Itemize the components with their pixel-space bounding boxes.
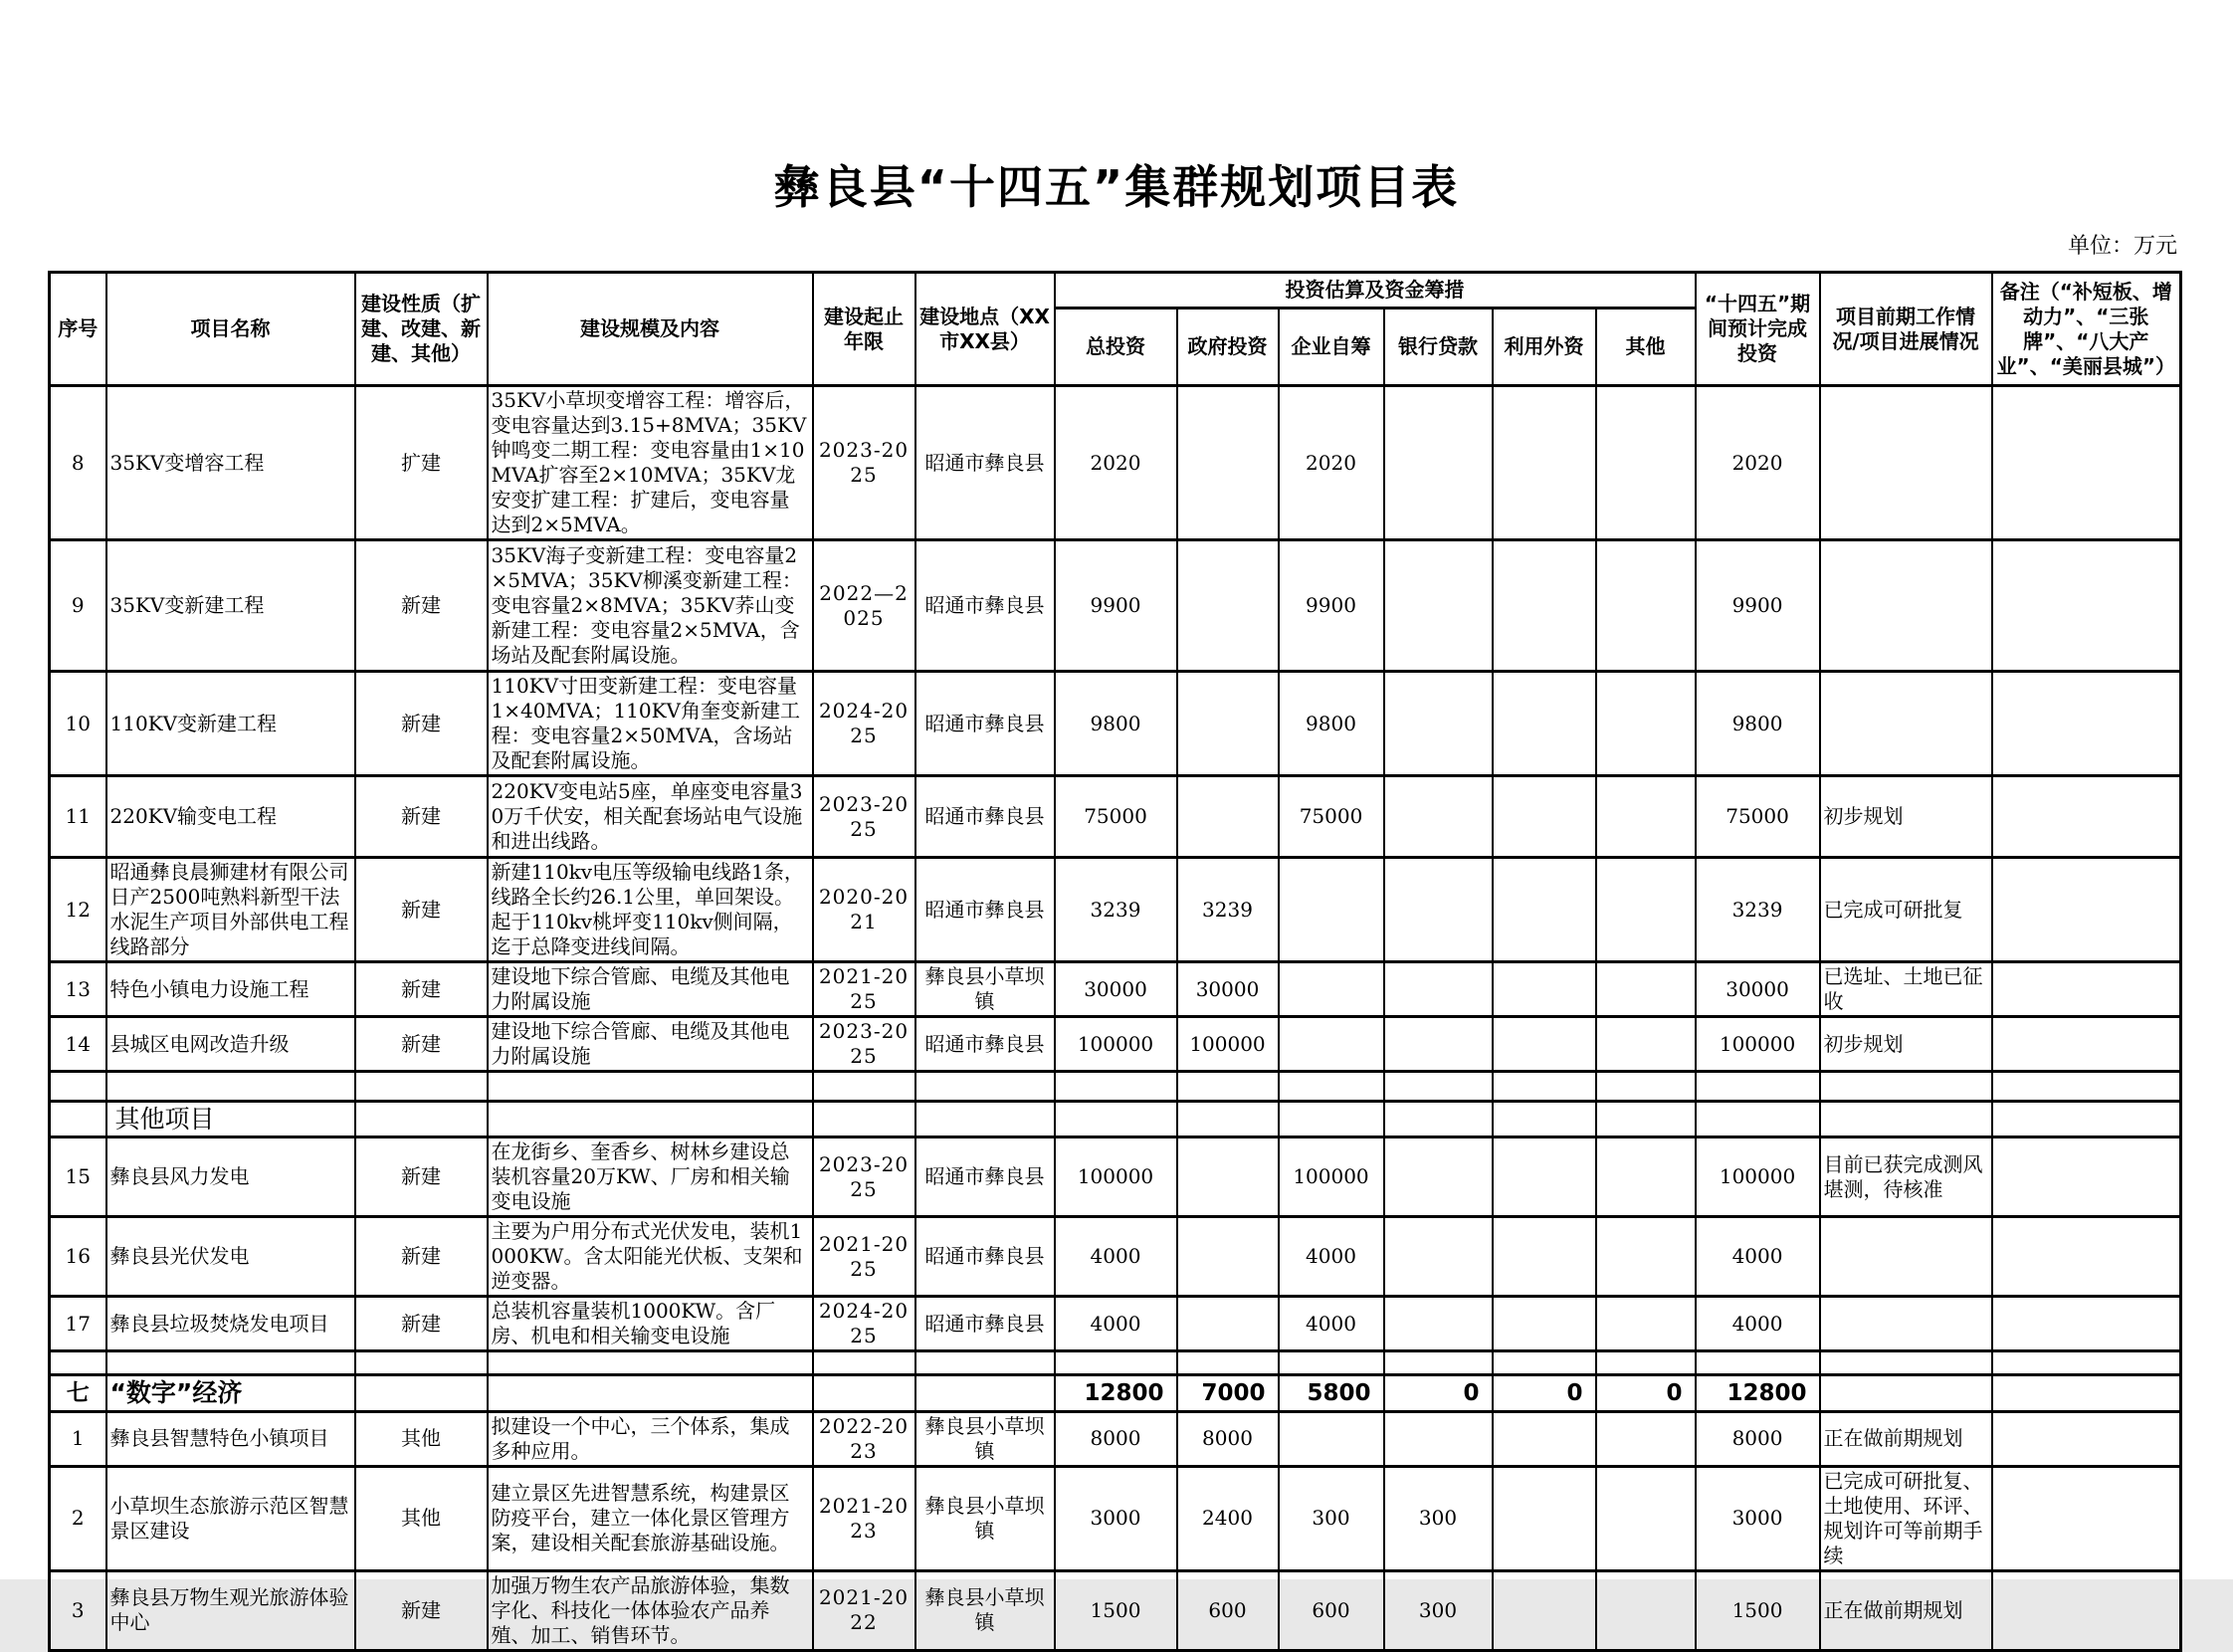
cell-remark (1992, 540, 2181, 672)
cell-location: 彝良县小草坝镇 (915, 1570, 1055, 1650)
cell-other (1596, 1466, 1696, 1570)
cell-bank (1384, 1297, 1493, 1351)
cell-name: “数字”经济 (106, 1375, 355, 1411)
cell-foreign (1493, 776, 1596, 858)
cell-remark (1992, 776, 2181, 858)
cell-gov (1177, 1102, 1279, 1137)
cell-scale (488, 1351, 813, 1375)
cell-self (1279, 1411, 1384, 1466)
header-plan: “十四五”期间预计完成投资 (1696, 273, 1820, 386)
cell-location: 昭通市彝良县 (915, 672, 1055, 776)
cell-total (1055, 1102, 1177, 1137)
cell-location: 昭通市彝良县 (915, 386, 1055, 540)
cell-self: 4000 (1279, 1297, 1384, 1351)
cell-plan (1696, 1351, 1820, 1375)
cell-period: 2022-2023 (813, 1411, 915, 1466)
cell-total: 9800 (1055, 672, 1177, 776)
cell-remark (1992, 1375, 2181, 1411)
cell-name: 220KV输变电工程 (106, 776, 355, 858)
cell-plan: 8000 (1696, 1411, 1820, 1466)
cell-total: 12800 (1055, 1375, 1177, 1411)
cell-other (1596, 672, 1696, 776)
header-name: 项目名称 (106, 273, 355, 386)
cell-plan: 4000 (1696, 1217, 1820, 1297)
cell-seq (50, 1351, 106, 1375)
cell-self: 9900 (1279, 540, 1384, 672)
cell-seq: 10 (50, 672, 106, 776)
cell-period: 2021-2022 (813, 1570, 915, 1650)
cell-scale: 总装机容量装机1000KW。含厂房、机电和相关输变电设施 (488, 1297, 813, 1351)
cell-remark (1992, 1102, 2181, 1137)
cell-period: 2023-2025 (813, 1137, 915, 1217)
cell-seq: 14 (50, 1017, 106, 1072)
cell-location (915, 1072, 1055, 1102)
table-row (50, 1217, 2181, 1297)
cell-name (106, 1072, 355, 1102)
cell-period (813, 1102, 915, 1137)
cell-total: 4000 (1055, 1217, 1177, 1297)
cell-bank (1384, 672, 1493, 776)
cell-gov (1177, 1072, 1279, 1102)
cell-remark (1992, 858, 2181, 962)
cell-scale: 220KV变电站5座，单座变电容量30万千伏安，相关配套场站电气设施和进出线路。 (488, 776, 813, 858)
cell-other (1596, 1570, 1696, 1650)
cell-bank (1384, 386, 1493, 540)
cell-gov (1177, 672, 1279, 776)
header-progress: 项目前期工作情况/项目进展情况 (1820, 273, 1992, 386)
cell-gov: 7000 (1177, 1375, 1279, 1411)
cell-foreign (1493, 1297, 1596, 1351)
cell-total: 2020 (1055, 386, 1177, 540)
cell-nature: 新建 (355, 1017, 488, 1072)
cell-scale: 35KV小草坝变增容工程：增容后，变电容量达到3.15+8MVA；35KV钟鸣变二期工程：变电容量由1×10MVA扩容至2×10MVA；35KV龙安变扩建工程：扩建后，变电容量达到2×5MVA。 (488, 386, 813, 540)
cell-self: 9800 (1279, 672, 1384, 776)
cell-other (1596, 776, 1696, 858)
cell-bank: 300 (1384, 1570, 1493, 1650)
projects-table-body (50, 386, 2181, 1651)
cell-name: 110KV变新建工程 (106, 672, 355, 776)
cell-gov: 100000 (1177, 1017, 1279, 1072)
cell-plan (1696, 1072, 1820, 1102)
cell-gov (1177, 776, 1279, 858)
cell-bank (1384, 1072, 1493, 1102)
header-location: 建设地点（XX市XX县） (915, 273, 1055, 386)
cell-period: 2021-2023 (813, 1466, 915, 1570)
cell-name: 彝良县光伏发电 (106, 1217, 355, 1297)
cell-other: 0 (1596, 1375, 1696, 1411)
cell-self: 100000 (1279, 1137, 1384, 1217)
cell-plan: 4000 (1696, 1297, 1820, 1351)
cell-progress (1820, 1072, 1992, 1102)
cell-remark (1992, 1466, 2181, 1570)
cell-seq: 11 (50, 776, 106, 858)
cell-progress (1820, 1102, 1992, 1137)
cell-seq: 15 (50, 1137, 106, 1217)
cell-total: 4000 (1055, 1297, 1177, 1351)
cell-nature: 新建 (355, 858, 488, 962)
cell-seq: 13 (50, 962, 106, 1017)
table-row (50, 858, 2181, 962)
cell-other (1596, 1017, 1696, 1072)
cell-total: 30000 (1055, 962, 1177, 1017)
cell-total: 1500 (1055, 1570, 1177, 1650)
cell-seq: 9 (50, 540, 106, 672)
cell-self (1279, 1017, 1384, 1072)
cell-location: 昭通市彝良县 (915, 776, 1055, 858)
cell-plan: 12800 (1696, 1375, 1820, 1411)
cell-remark (1992, 1570, 2181, 1650)
cell-other (1596, 1102, 1696, 1137)
cell-remark (1992, 1072, 2181, 1102)
cell-scale: 110KV寸田变新建工程：变电容量1×40MVA；110KV角奎变新建工程：变电容量2×50MVA，含场站及配套附属设施。 (488, 672, 813, 776)
cell-other (1596, 1351, 1696, 1375)
cell-bank (1384, 1217, 1493, 1297)
cell-period: 2021-2025 (813, 1217, 915, 1297)
cell-remark (1992, 672, 2181, 776)
cell-gov: 30000 (1177, 962, 1279, 1017)
cell-nature: 新建 (355, 1217, 488, 1297)
cell-plan: 100000 (1696, 1017, 1820, 1072)
cell-period: 2023-2025 (813, 776, 915, 858)
cell-bank (1384, 1351, 1493, 1375)
cell-bank (1384, 776, 1493, 858)
cell-name: 35KV变新建工程 (106, 540, 355, 672)
header-scale: 建设规模及内容 (488, 273, 813, 386)
cell-name: 其他项目 (106, 1102, 355, 1137)
table-row (50, 1137, 2181, 1217)
cell-period: 2020-2021 (813, 858, 915, 962)
cell-name: 小草坝生态旅游示范区智慧景区建设 (106, 1466, 355, 1570)
cell-progress (1820, 540, 1992, 672)
section-row (50, 1102, 2181, 1137)
cell-total (1055, 1072, 1177, 1102)
cell-gov: 8000 (1177, 1411, 1279, 1466)
cell-bank: 300 (1384, 1466, 1493, 1570)
cell-progress: 目前已获完成测风堪测，待核准 (1820, 1137, 1992, 1217)
cell-bank (1384, 1411, 1493, 1466)
cell-total: 9900 (1055, 540, 1177, 672)
cell-progress (1820, 672, 1992, 776)
unit-label: 单位：万元 (2067, 234, 2177, 259)
cell-bank (1384, 858, 1493, 962)
cell-foreign (1493, 1017, 1596, 1072)
cell-plan: 75000 (1696, 776, 1820, 858)
cell-other (1596, 858, 1696, 962)
cell-period: 2021-2025 (813, 962, 915, 1017)
cell-gov (1177, 1137, 1279, 1217)
cell-scale (488, 1375, 813, 1411)
header-foreign: 利用外资 (1493, 309, 1596, 386)
cell-progress (1820, 1375, 1992, 1411)
cell-nature: 新建 (355, 540, 488, 672)
cell-foreign (1493, 1411, 1596, 1466)
cell-location: 昭通市彝良县 (915, 858, 1055, 962)
cell-name: 彝良县万物生观光旅游体验中心 (106, 1570, 355, 1650)
cell-plan (1696, 1102, 1820, 1137)
cell-remark (1992, 1297, 2181, 1351)
table-row (50, 672, 2181, 776)
cell-progress: 初步规划 (1820, 776, 1992, 858)
cell-foreign (1493, 540, 1596, 672)
cell-scale: 拟建设一个中心，三个体系，集成多种应用。 (488, 1411, 813, 1466)
cell-gov (1177, 1351, 1279, 1375)
cell-remark (1992, 1351, 2181, 1375)
cell-foreign (1493, 1072, 1596, 1102)
cell-other (1596, 1297, 1696, 1351)
cell-seq: 17 (50, 1297, 106, 1351)
cell-name: 特色小镇电力设施工程 (106, 962, 355, 1017)
table-row (50, 1570, 2181, 1650)
cell-nature: 新建 (355, 776, 488, 858)
cell-plan: 3000 (1696, 1466, 1820, 1570)
cell-nature: 新建 (355, 1137, 488, 1217)
cell-foreign (1493, 1466, 1596, 1570)
cell-plan: 9900 (1696, 540, 1820, 672)
cell-progress: 已完成可研批复、土地使用、环评、规划许可等前期手续 (1820, 1466, 1992, 1570)
cell-scale: 主要为户用分布式光伏发电，装机1000KW。含太阳能光伏板、支架和逆变器。 (488, 1217, 813, 1297)
cell-location: 彝良县小草坝镇 (915, 1466, 1055, 1570)
cell-progress: 正在做前期规划 (1820, 1570, 1992, 1650)
header-gov: 政府投资 (1177, 309, 1279, 386)
cell-foreign (1493, 1217, 1596, 1297)
cell-self: 2020 (1279, 386, 1384, 540)
cell-gov: 3239 (1177, 858, 1279, 962)
cell-nature: 新建 (355, 1297, 488, 1351)
cell-self (1279, 1102, 1384, 1137)
cell-other (1596, 1072, 1696, 1102)
cell-remark (1992, 1017, 2181, 1072)
table-row (50, 540, 2181, 672)
cell-nature (355, 1375, 488, 1411)
cell-location: 昭通市彝良县 (915, 540, 1055, 672)
table-row (50, 386, 2181, 540)
cell-foreign (1493, 1102, 1596, 1137)
table-row (50, 962, 2181, 1017)
cell-seq: 8 (50, 386, 106, 540)
cell-bank (1384, 1017, 1493, 1072)
cell-gov: 2400 (1177, 1466, 1279, 1570)
cell-foreign (1493, 1570, 1596, 1650)
cell-progress: 已完成可研批复 (1820, 858, 1992, 962)
cell-location: 昭通市彝良县 (915, 1217, 1055, 1297)
empty-row (50, 1072, 2181, 1102)
cell-period: 2023-2025 (813, 386, 915, 540)
cell-bank (1384, 962, 1493, 1017)
cell-self (1279, 1351, 1384, 1375)
cell-location (915, 1351, 1055, 1375)
header-group-row (50, 273, 2181, 309)
cell-location: 彝良县小草坝镇 (915, 1411, 1055, 1466)
cell-other (1596, 540, 1696, 672)
cell-nature: 新建 (355, 1570, 488, 1650)
cell-bank (1384, 540, 1493, 672)
cell-progress: 初步规划 (1820, 1017, 1992, 1072)
cell-other (1596, 962, 1696, 1017)
cell-self: 5800 (1279, 1375, 1384, 1411)
cell-name: 彝良县风力发电 (106, 1137, 355, 1217)
cell-total: 3000 (1055, 1466, 1177, 1570)
cell-self: 300 (1279, 1466, 1384, 1570)
cell-bank (1384, 1102, 1493, 1137)
table-row (50, 1466, 2181, 1570)
cell-foreign (1493, 962, 1596, 1017)
cell-scale: 加强万物生农产品旅游体验，集数字化、科技化一体体验农产品养殖、加工、销售环节。 (488, 1570, 813, 1650)
cell-self: 4000 (1279, 1217, 1384, 1297)
header-self: 企业自筹 (1279, 309, 1384, 386)
table-row (50, 1017, 2181, 1072)
cell-remark (1992, 386, 2181, 540)
cell-location (915, 1375, 1055, 1411)
header-seq: 序号 (50, 273, 106, 386)
cell-scale (488, 1102, 813, 1137)
cell-gov (1177, 1297, 1279, 1351)
cell-bank (1384, 1137, 1493, 1217)
cell-other (1596, 1137, 1696, 1217)
cell-seq: 3 (50, 1570, 106, 1650)
cell-nature: 新建 (355, 672, 488, 776)
cell-plan: 30000 (1696, 962, 1820, 1017)
cell-total (1055, 1351, 1177, 1375)
cell-gov: 600 (1177, 1570, 1279, 1650)
header-bank: 银行贷款 (1384, 309, 1493, 386)
cell-nature: 其他 (355, 1466, 488, 1570)
cell-gov (1177, 386, 1279, 540)
table-row (50, 776, 2181, 858)
cell-location (915, 1102, 1055, 1137)
cell-name: 彝良县垃圾焚烧发电项目 (106, 1297, 355, 1351)
cell-seq (50, 1072, 106, 1102)
page-title: 彝良县“十四五”集群规划项目表 (773, 160, 1460, 214)
cell-scale: 新建110kv电压等级输电线路1条，线路全长约26.1公里，单回架设。起于110kv桃坪变110kv侧间隔，迄于总降变进线间隔。 (488, 858, 813, 962)
section-total-row (50, 1375, 2181, 1411)
cell-seq: 2 (50, 1466, 106, 1570)
cell-total: 100000 (1055, 1137, 1177, 1217)
cell-other (1596, 1411, 1696, 1466)
cell-total: 75000 (1055, 776, 1177, 858)
cell-self: 600 (1279, 1570, 1384, 1650)
cell-foreign (1493, 386, 1596, 540)
cell-seq: 1 (50, 1411, 106, 1466)
cell-seq: 12 (50, 858, 106, 962)
cell-foreign (1493, 1351, 1596, 1375)
header-remark: 备注（“补短板、增动力”、“三张牌”、“八大产业”、“美丽县城”） (1992, 273, 2181, 386)
cell-plan: 100000 (1696, 1137, 1820, 1217)
cell-self: 75000 (1279, 776, 1384, 858)
table-header (50, 273, 2181, 386)
cell-plan: 1500 (1696, 1570, 1820, 1650)
cell-progress (1820, 1351, 1992, 1375)
cell-period (813, 1072, 915, 1102)
cell-remark (1992, 1217, 2181, 1297)
cell-nature (355, 1072, 488, 1102)
header-invest-group: 投资估算及资金筹措 (1055, 273, 1696, 309)
cell-bank: 0 (1384, 1375, 1493, 1411)
cell-remark (1992, 1411, 2181, 1466)
cell-location: 昭通市彝良县 (915, 1137, 1055, 1217)
cell-location: 昭通市彝良县 (915, 1017, 1055, 1072)
cell-remark (1992, 962, 2181, 1017)
table-row (50, 1411, 2181, 1466)
cell-progress (1820, 1297, 1992, 1351)
cell-scale: 建设地下综合管廊、电缆及其他电力附属设施 (488, 1017, 813, 1072)
cell-progress (1820, 1217, 1992, 1297)
cell-name (106, 1351, 355, 1375)
cell-progress: 已选址、土地已征收 (1820, 962, 1992, 1017)
cell-location: 彝良县小草坝镇 (915, 962, 1055, 1017)
cell-total: 100000 (1055, 1017, 1177, 1072)
cell-foreign (1493, 858, 1596, 962)
cell-period: 2023-2025 (813, 1017, 915, 1072)
cell-plan: 9800 (1696, 672, 1820, 776)
cell-foreign: 0 (1493, 1375, 1596, 1411)
cell-period: 2022—2025 (813, 540, 915, 672)
cell-nature: 其他 (355, 1411, 488, 1466)
cell-name: 县城区电网改造升级 (106, 1017, 355, 1072)
cell-plan: 2020 (1696, 386, 1820, 540)
cell-gov (1177, 1217, 1279, 1297)
cell-progress: 正在做前期规划 (1820, 1411, 1992, 1466)
projects-table (48, 271, 2182, 1652)
cell-seq: 七 (50, 1375, 106, 1411)
cell-nature (355, 1351, 488, 1375)
cell-scale: 在龙街乡、奎香乡、树林乡建设总装机容量20万KW、厂房和相关输变电设施 (488, 1137, 813, 1217)
cell-scale: 35KV海子变新建工程：变电容量2×5MVA；35KV柳溪变新建工程：变电容量2×8MVA；35KV荞山变新建工程：变电容量2×5MVA，含场站及配套附属设施。 (488, 540, 813, 672)
cell-self (1279, 1072, 1384, 1102)
cell-seq: 16 (50, 1217, 106, 1297)
cell-plan: 3239 (1696, 858, 1820, 962)
cell-gov (1177, 540, 1279, 672)
table-row (50, 1297, 2181, 1351)
cell-scale: 建设地下综合管廊、电缆及其他电力附属设施 (488, 962, 813, 1017)
cell-scale (488, 1072, 813, 1102)
cell-foreign (1493, 1137, 1596, 1217)
cell-total: 8000 (1055, 1411, 1177, 1466)
cell-name: 昭通彝良晨狮建材有限公司日产2500吨熟料新型干法水泥生产项目外部供电工程线路部分 (106, 858, 355, 962)
cell-nature: 新建 (355, 962, 488, 1017)
cell-period: 2024-2025 (813, 1297, 915, 1351)
cell-nature (355, 1102, 488, 1137)
cell-period (813, 1375, 915, 1411)
cell-remark (1992, 1137, 2181, 1217)
cell-seq (50, 1102, 106, 1137)
cell-total: 3239 (1055, 858, 1177, 962)
cell-name: 35KV变增容工程 (106, 386, 355, 540)
header-period: 建设起止年限 (813, 273, 915, 386)
cell-name: 彝良县智慧特色小镇项目 (106, 1411, 355, 1466)
cell-scale: 建立景区先进智慧系统，构建景区防疫平台，建立一体化景区管理方案，建设相关配套旅游基础设施。 (488, 1466, 813, 1570)
header-total: 总投资 (1055, 309, 1177, 386)
header-other: 其他 (1596, 309, 1696, 386)
header-nature: 建设性质（扩建、改建、新建、其他） (355, 273, 488, 386)
cell-location: 昭通市彝良县 (915, 1297, 1055, 1351)
cell-other (1596, 386, 1696, 540)
empty-thin-row (50, 1351, 2181, 1375)
cell-self (1279, 962, 1384, 1017)
cell-period: 2024-2025 (813, 672, 915, 776)
cell-foreign (1493, 672, 1596, 776)
cell-progress (1820, 386, 1992, 540)
cell-period (813, 1351, 915, 1375)
cell-other (1596, 1217, 1696, 1297)
cell-self (1279, 858, 1384, 962)
cell-nature: 扩建 (355, 386, 488, 540)
